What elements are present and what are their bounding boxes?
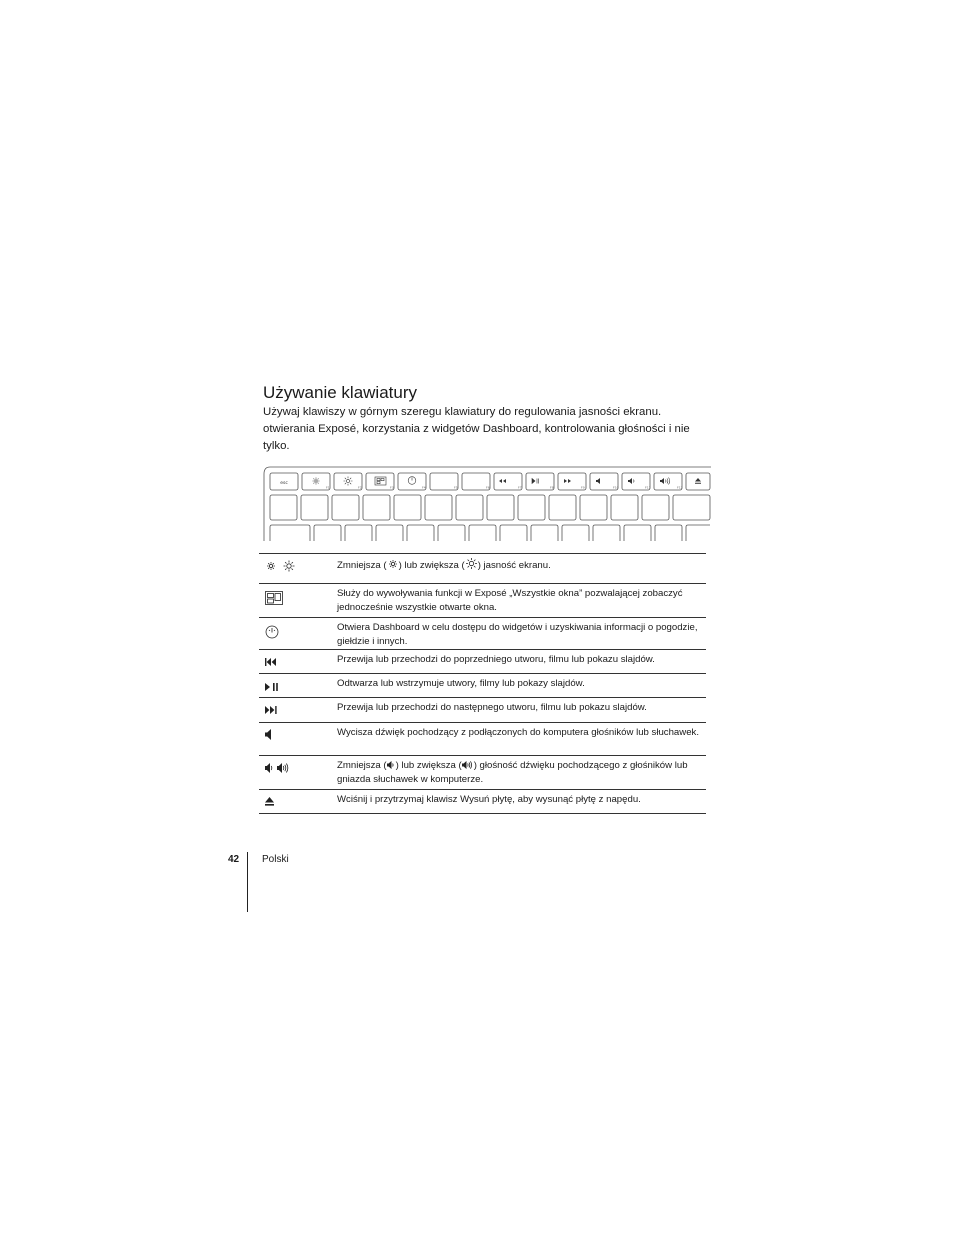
- row-description-part: ) głośność dźwięku pochodzącego z głośników lub gniazda słuchawek w komputerze.: [337, 760, 688, 785]
- row-description: Wciśnij i przytrzymaj klawisz Wysuń płytę, aby wysunąć płytę z napędu.: [337, 794, 641, 805]
- row-description: Służy do wywoływania funkcji w Exposé „Wszystkie okna” pozwalającej zobaczyć jednocześnie wszystkie otwarte okna.: [337, 588, 683, 613]
- play-pause-cell: [259, 674, 337, 697]
- row-description: Wycisza dźwięk pochodzący z podłączonych do komputera głośników lub słuchawek.: [337, 727, 699, 738]
- brightness-up-icon: [465, 557, 478, 570]
- key-function-table: [259, 553, 706, 814]
- row-description-part: ) jasność ekranu.: [477, 560, 551, 571]
- volume-up-icon: [462, 760, 474, 770]
- next-track-cell: [259, 698, 337, 722]
- table-row: [259, 618, 706, 650]
- previous-track-icon: [265, 658, 277, 666]
- volume-down-icon: [387, 760, 396, 770]
- svg-text:F10: F10: [613, 485, 619, 490]
- row-description: [337, 554, 706, 583]
- table-row: [259, 790, 706, 814]
- row-description: Przewija lub przechodzi do poprzedniego utworu, filmu lub pokazu slajdów.: [337, 654, 655, 665]
- table-row: [259, 584, 706, 618]
- svg-text:F11: F11: [645, 485, 651, 490]
- row-description: Otwiera Dashboard w celu dostępu do widgetów i uzyskiwania informacji o pogodzie, giełdzie i innych.: [337, 622, 698, 647]
- table-row: [259, 554, 706, 584]
- svg-text:F6: F6: [486, 485, 490, 490]
- row-description-part: ) lub zwiększa (: [395, 760, 462, 771]
- next-track-icon: [265, 706, 277, 714]
- row-description: Odtwarza lub wstrzymuje utwory, filmy lub pokazy slajdów.: [337, 678, 585, 689]
- play-pause-icon: [265, 683, 279, 691]
- page-heading: Używanie klawiatury: [263, 383, 417, 402]
- volume-icon: [265, 762, 291, 774]
- keyboard-illustration: [262, 466, 712, 541]
- footer-language: Polski: [262, 854, 289, 865]
- intro-paragraph: Używaj klawiszy w górnym szeregu klawiatury do regulowania jasności ekranu. otwierania Exposé, korzystania z widgetów Dashboard, kontrolowania głośności i nie tylko.: [263, 406, 690, 452]
- brightness-down-icon: [387, 558, 399, 570]
- row-description-part: Zmniejsza (: [337, 560, 387, 571]
- page-number: 42: [228, 854, 240, 865]
- row-description-part: ) lub zwiększa (: [398, 560, 465, 571]
- svg-text:F8: F8: [550, 485, 554, 490]
- table-row: [259, 756, 706, 790]
- footer-divider: [247, 852, 248, 912]
- svg-text:F2: F2: [358, 485, 362, 490]
- row-description-part: Zmniejsza (: [337, 760, 387, 771]
- expose-cell: [259, 584, 337, 617]
- dashboard-icon: [265, 625, 279, 639]
- mute-icon: [265, 729, 273, 740]
- brightness-cell: [259, 554, 337, 583]
- svg-text:esc: esc: [280, 481, 288, 486]
- dashboard-cell: [259, 618, 337, 649]
- brightness-icon: [265, 559, 297, 573]
- svg-text:F1: F1: [326, 485, 330, 490]
- eject-icon: [265, 797, 274, 806]
- expose-icon: [265, 591, 283, 605]
- volume-cell: [259, 756, 337, 789]
- svg-text:F9: F9: [581, 485, 585, 490]
- row-description: [337, 756, 706, 789]
- svg-text:F4: F4: [422, 485, 426, 490]
- mute-cell: [259, 723, 337, 755]
- svg-text:F3: F3: [390, 485, 394, 490]
- svg-text:F7: F7: [518, 485, 522, 490]
- svg-text:F12: F12: [677, 485, 683, 490]
- table-row: [259, 650, 706, 674]
- svg-text:F5: F5: [454, 485, 458, 490]
- eject-cell: [259, 790, 337, 813]
- table-row: [259, 674, 706, 698]
- previous-track-cell: [259, 650, 337, 673]
- table-row: [259, 723, 706, 756]
- table-row: [259, 698, 706, 723]
- row-description: Przewija lub przechodzi do następnego utworu, filmu lub pokazu slajdów.: [337, 702, 647, 713]
